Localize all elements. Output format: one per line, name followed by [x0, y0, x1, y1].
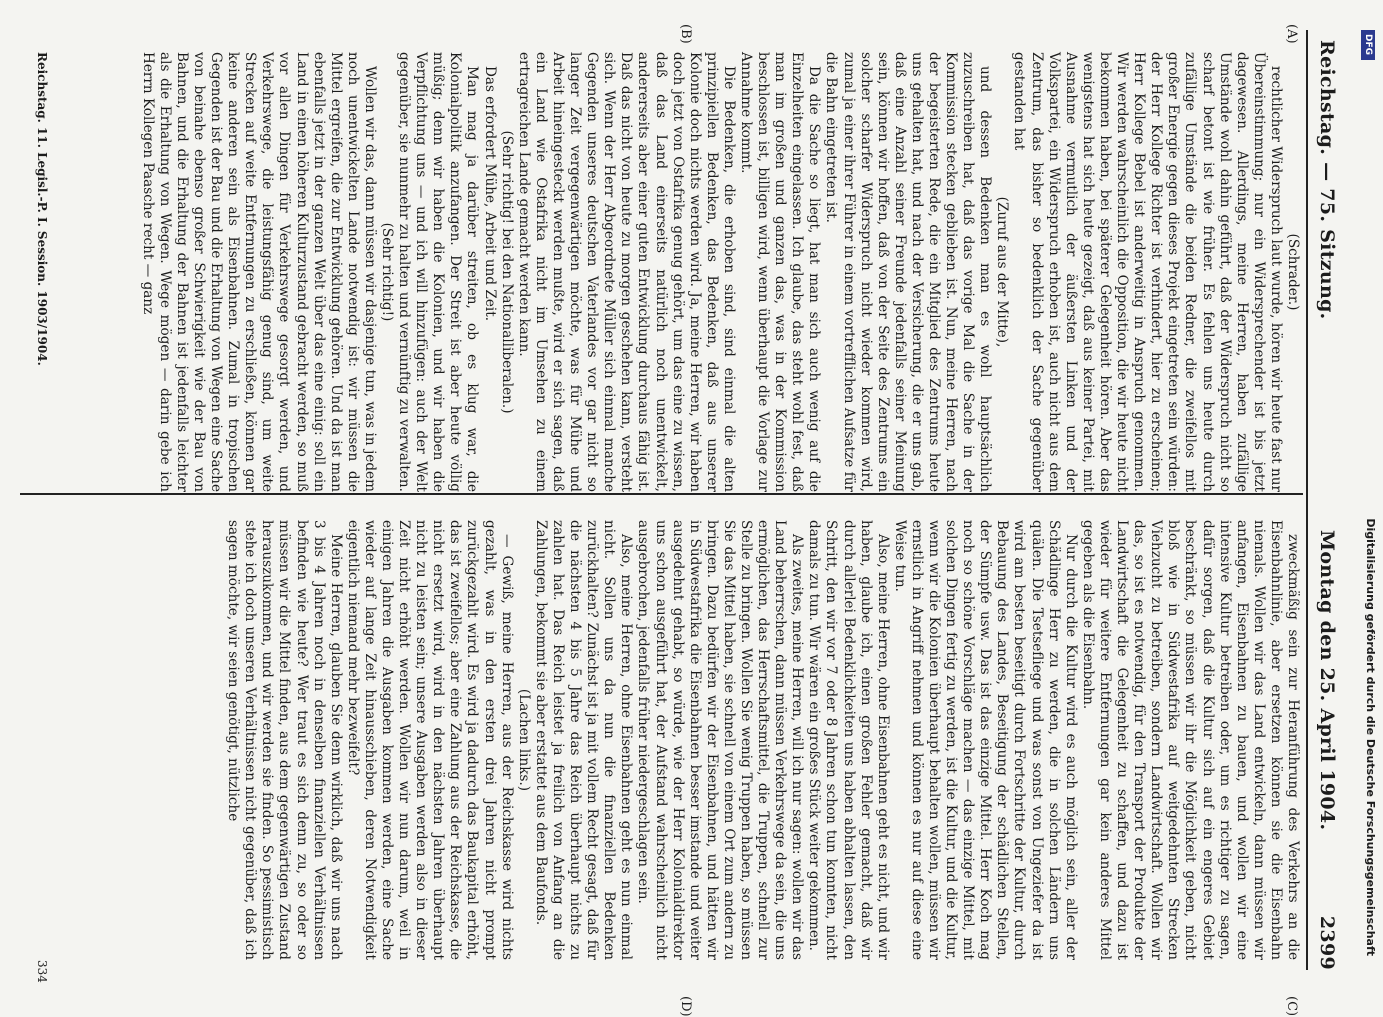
paragraph: Da die Sache so liegt, hat man sich auch wenig auf die Einzelheiten eingelassen. Ich glaube, das steht wohl fest, daß man im großen und ganzen das, was in der Kommission beschlossen ist, billigen wird, wenn überhaupt die Vorlage zur Annahme kommt.: [738, 52, 823, 492]
paragraph: zweckmäßig sein zur Heranführung des Verkehrs an die Eisenbahnlinie, aber ersetzen können sie die Eisenbahn niemals. Wollen wir das Land entwickeln, dann müssen wir anfangen, Eisenbahnen zu bauen, und wollen wir eine intensive Kultur betreiben oder, um es richtiger zu sagen, dafür sorgen, daß die Kultur sich auf ein engeres Gebiet beschränkt, so müssen wir ihr die Möglichkeit geben, nicht bloß wie in Südwestafrika auf weitgedehnten Strecken Viehzucht zu betreiben, sondern Landwirtschaft. Wollen wir das, so ist es notwendig, für den Transport der Produkte der Landwirtschaft die Gelegenheit zu schaffen, und dazu ist wieder für weitere Entfernungen gar kein anderes Mittel gegeben als die Eisenbahn.: [1079, 520, 1301, 960]
margin-marker-a: (A): [1284, 24, 1299, 44]
funding-note-text: Digitalisierung gefördert durch die Deutsche Forschungsgemeinschaft: [1364, 518, 1377, 956]
speaker-label: (Schrader.): [1285, 233, 1301, 311]
footer-signature: 334: [35, 960, 49, 983]
interjection: (Sehr richtig!): [379, 222, 396, 322]
running-header-left: Reichstag. — 75. Sitzung.: [1316, 40, 1338, 320]
margin-marker-d: (D): [678, 996, 693, 1017]
right-column: [224, 520, 1301, 960]
margin-marker-c: (C): [1284, 996, 1299, 1017]
left-column: [139, 52, 1301, 492]
footer-left: Reichstag. 11. Legisl.-P. I. Session. 1903/1904.: [35, 52, 49, 366]
header-rule: [1306, 30, 1308, 970]
column-divider: [20, 493, 1303, 495]
interjection: (Zuruf aus der Mitte),: [994, 196, 1011, 348]
paragraph: Man mag ja darüber streiten, ob es klug war, die Kolonialpolitik anzufangen. Der Streit ist aber heute völlig müßig; denn wir haben die Kolonien, und wir haben die Verpflichtung uns — und ich will hinzufügen: auch der Welt gegenüber, sie nunmehr zu halten und vernünftig zu verwalten.: [396, 52, 481, 492]
interjection: (Sehr richtig! bei den Nationalliberalen.): [498, 130, 515, 414]
paragraph: Die Bedenken, die erhoben sind, sind einmal die alten prinzipiellen Bedenken, das Bedenken, daß aus unserer Kolonie doch nichts werden wird. Ja, meine Herren, wir haben doch jetzt von Ostafrika genug gehört, um das eine zu wissen, daß das Land einerseits natürlich noch unentwickelt, andererseits aber einer guten Entwicklung durchaus fähig ist. Daß das nicht von heute zu morgen geschehen kann, versteht sich. Wenn der Herr Abgeordnete Müller sich einmal manche Gegenden unseres deutschen Vaterlandes vor gar nicht so langer Zeit vergegenwärtigen möchte, was für Mühe und Arbeit hineingesteckt werden mußte, wird er sich sagen, daß ein Land wie Ostafrika nicht im Umsehen zu einem ertragreichen Lande gemacht werden kann.: [515, 52, 737, 492]
margin-marker-b: (B): [678, 24, 693, 44]
paragraph: und dessen Bedenken man es wohl hauptsächlich zuzuschreiben hat, daß das vorige Mal die Sache in der Kommission stecken geblieben ist. Nun, meine Herren, nach der begeisterten Rede, die ein Mitglied des Zentrums heute uns gehalten hat, und nach der Versicherung, die er uns gab, daß eine Anzahl seiner Freunde jedenfalls seiner Meinung sein, können wir hoffen, daß von der Seite des Zentrums ein solcher scharfer Widerspruch nicht wieder kommen wird, zumal ja einer ihrer Führer in einem vortrefflichen Aufsatze für die Bahn eingetreten ist.: [823, 52, 994, 492]
dfg-logo: DFG: [1361, 30, 1375, 60]
paragraph: Wollen wir das, dann müssen wir dasjenige tun, was in jedem noch unentwickelten Lande notwendig ist: wir müssen die Mittel ergreifen, die zur Entwicklung gehören. Und da ist man ebenfalls jetzt in der ganzen Welt über das eine einig: soll ein Land in einen höheren Kulturzustand gebracht werden, so muß vor allen Dingen für Verkehrswege gesorgt werden, und Verkehrswege, die leistungsfähig genug sind, um weite Strecken auf weite Entfernungen zu erschließen, können gar keine anderen sein als Eisenbahnen. Zumal in tropischen Gegenden ist der Bau und die Erhaltung von Wegen eine Sache von beinahe ebenso großer Schwierigkeit wie der Bau von Bahnen, und die Erhaltung der Bahnen ist jedenfalls leichter als die Erhaltung von Wegen. Wege mögen — darin gebe ich Herrn Kollegen Paasche recht — ganz: [139, 52, 378, 492]
paragraph: — Gewiß, meine Herren, aus der Reichskasse wird nichts gezahlt, was in den ersten drei Jahren nicht prompt zurückgezahlt wird. Es wird ja dadurch das Baukapital erhöht, das ist zweifellos; aber eine Zahlung aus der Reichskasse, die nicht ersetzt wird, wird in den nächsten Jahren überhaupt nicht zu leisten sein; unsere Ausgaben werden also in dieser Zeit nicht erhöht werden. Wollen wir nun darum, weil in einigen Jahren die Ausgaben kommen werden, eine Sache wieder auf lange Zeit hinausschieben, deren Notwendigkeit eigentlich niemand mehr bezweifelt?: [344, 520, 515, 960]
interjection: (Lachen links.): [515, 688, 532, 792]
running-header-date: Montag den 25. April 1904.: [1316, 530, 1338, 831]
paragraph: Das erfordert Mühe, Arbeit und Zeit.: [481, 66, 498, 322]
paragraph: Als zweites, meine Herren, will ich nur sagen: wollen wir das Land beherrschen, dann müssen Verkehrswege da sein, die uns ermöglichen, das Herrschaftsmittel, die Truppen, schnell zur Stelle zu bringen. Wollen Sie wenig Truppen haben, so müssen Sie das Mittel haben, sie schnell von einem Ort zum andern zu bringen. Dazu bedürfen wir der Eisenbahnen, und hätten wir in Südwestafrika die Eisenbahnen besser imstande und weiter ausgedehnt gehabt, so würde, wie der Herr Kolonialdirektor uns schon ausgeführt hat, der Aufstand wahrscheinlich nicht ausgebrochen, jedenfalls früher niedergeschlagen sein.: [635, 520, 806, 960]
paragraph: Meine Herren, glauben Sie denn wirklich, daß wir uns nach 3 bis 4 Jahren noch in denselben finanziellen Verhältnissen befinden wie heute? Wer traut es sich denn zu, so oder so müssen wir die Mittel finden, aus dem gegenwärtigen Zustand herauszukommen, und wir werden sie finden. So pessimistisch stehe ich doch unseren Verhältnissen nicht gegenüber, daß ich sagen möchte, wir seien genötigt, nützliche: [225, 520, 344, 960]
paragraph: Nur durch die Kultur wird es auch möglich sein, aller der Schädlinge Herr zu werden, die in solchen Ländern uns quälen. Die Tsetsefliege und was sonst von Ungeziefer da ist wird am besten beseitigt durch Fortschritte der Kultur, durch Bebauung des Landes, Beseitigung der schädlichen Stellen, der Sümpfe usw. Das ist das einzige Mittel. Herr Koch mag noch so schöne Vorschläge machen — das einzige Mittel, mit solchen Dingen fertig zu werden, ist die Kultur, und die Kultur, wenn wir die Kolonien überhaupt behalten wollen, müssen wir ernstlich in Angriff nehmen und können es nur auf diese eine Weise tun.: [891, 520, 1079, 960]
page-number: 2399: [1316, 915, 1338, 970]
paragraph: rechtlicher Widerspruch laut wurde, hören wir heute fast nur Übereinstimmung; nur ein Widersprechender ist bis jetzt dagewesen. Allerdings, meine Herren, haben zufällige Umstände wohl dahin geführt, daß der Widerspruch nicht so scharf betont ist wie früher. Es fehlen uns heute durch zufällige Umstände die beiden Redner, die zweifellos mit großer Energie gegen dieses Projekt eingetreten sein würden: der Herr Kollege Richter ist verhindert, hier zu erscheinen; Herr Kollege Bebel ist anderweitig in Anspruch genommen. Wir werden wahrscheinlich die Opposition, die wir heute nicht bekommen haben, bei späterer Gelegenheit hören. Aber das wenigstens hat sich heute gezeigt, daß aus keiner Partei, mit Ausnahme vermutlich der äußersten Linken und der Volkspartei, ein Widerspruch erhoben ist, auch nicht aus dem Zentrum, das bisher so bedenklich der Sache gegenüber gestanden hat: [1011, 52, 1284, 492]
paragraph: Also, meine Herren, ohne Eisenbahnen geht es nicht, und wir haben, glaube ich, einen großen Fehler gemacht, daß wir durch allerlei Bedenklichkeiten uns haben abhalten lassen, den Schritt, den wir vor 7 oder 8 Jahren schon tun konnten, nicht damals zu tun. Wir wären ein großes Stück weiter gekommen.: [806, 520, 891, 960]
funding-note: [1359, 16, 1377, 986]
paragraph: Also, meine Herren, ohne Eisenbahnen geht es nun einmal nicht. Sollen uns da nun die finanziellen Bedenken zurückhalten? Zunächst ist ja mit vollem Recht gesagt, daß für die nächsten 4 bis 5 Jahre das Reich überhaupt nichts zu zahlen hat. Das Reich leistet ja freilich von Anfang an die Zahlungen, bekommt sie aber erstattet aus dem Baufonds.: [532, 520, 635, 960]
